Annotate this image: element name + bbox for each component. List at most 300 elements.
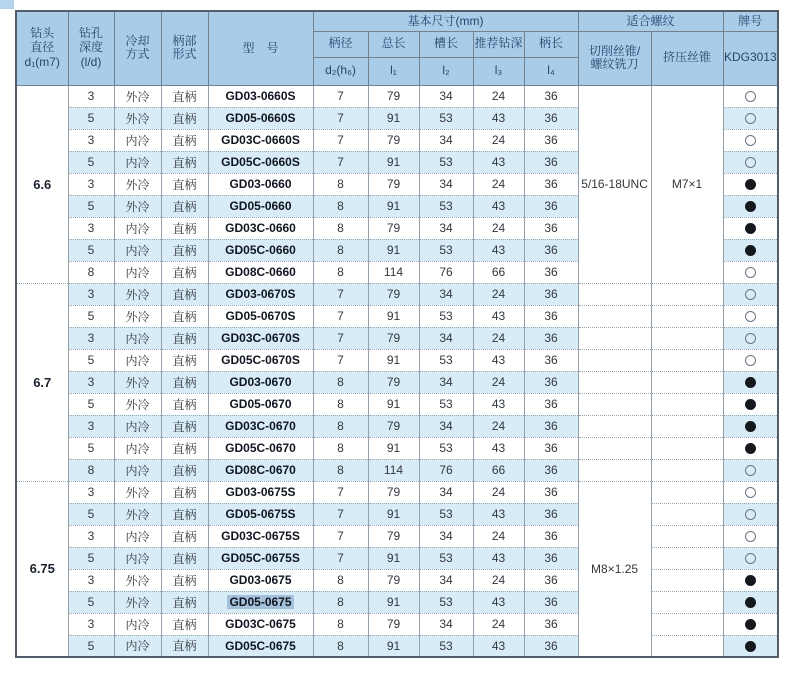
cell-cutting-tap	[578, 349, 651, 371]
cell-shank-type: 直柄	[161, 547, 208, 569]
cell-model: GD05C-0660S	[208, 151, 313, 173]
cell-model: GD03C-0660	[208, 217, 313, 239]
grade-open-icon	[745, 553, 756, 564]
grade-filled-icon	[745, 245, 756, 256]
cell-hole-depth: 5	[68, 547, 114, 569]
cell-shank-type: 直柄	[161, 151, 208, 173]
cell-cooling-method: 内冷	[114, 415, 161, 437]
cell-overall-length: 79	[368, 217, 419, 239]
cell-flute-length: 53	[419, 503, 473, 525]
header-row-1	[16, 11, 778, 31]
table-row	[16, 503, 778, 525]
cell-shank-length: 36	[524, 525, 578, 547]
cell-forming-tap	[651, 283, 723, 305]
cell-forming-tap	[651, 481, 723, 503]
cell-grade	[723, 569, 778, 591]
cell-shank-diameter: 7	[313, 129, 368, 151]
cell-recommended-depth: 43	[473, 635, 524, 657]
cell-recommended-depth: 43	[473, 437, 524, 459]
cell-model	[208, 591, 313, 613]
cell-hole-depth: 5	[68, 107, 114, 129]
cell-overall-length: 91	[368, 503, 419, 525]
cell-shank-type: 直柄	[161, 107, 208, 129]
cell-flute-length: 53	[419, 305, 473, 327]
cell-recommended-depth: 24	[473, 569, 524, 591]
table-row	[16, 459, 778, 481]
cell-cooling-method: 内冷	[114, 151, 161, 173]
cell-flute-length: 34	[419, 327, 473, 349]
cell-forming-tap	[651, 305, 723, 327]
col-symbol-shank-diameter: d₂(h₆)	[313, 57, 368, 85]
cell-hole-depth: 3	[68, 173, 114, 195]
grade-open-icon	[745, 355, 756, 366]
cell-recommended-depth: 66	[473, 261, 524, 283]
cell-cooling-method: 外冷	[114, 371, 161, 393]
cell-grade	[723, 481, 778, 503]
cell-model: GD03-0675S	[208, 481, 313, 503]
table-row	[16, 327, 778, 349]
cell-recommended-depth: 24	[473, 283, 524, 305]
cell-overall-length: 79	[368, 481, 419, 503]
cell-shank-diameter: 8	[313, 437, 368, 459]
col-header-cutting-tap: 切削丝锥/ 螺纹铣刀	[578, 31, 651, 85]
col-header-brand: 牌号	[723, 11, 778, 31]
grade-open-icon	[745, 157, 756, 168]
cell-cooling-method: 外冷	[114, 195, 161, 217]
cell-hole-depth: 5	[68, 437, 114, 459]
grade-filled-icon	[745, 641, 756, 652]
cell-hole-depth: 5	[68, 151, 114, 173]
cell-grade	[723, 393, 778, 415]
cell-overall-length: 79	[368, 525, 419, 547]
cell-hole-depth: 3	[68, 217, 114, 239]
cell-overall-length: 79	[368, 613, 419, 635]
cell-overall-length: 91	[368, 547, 419, 569]
cell-overall-length: 79	[368, 85, 419, 107]
cell-flute-length: 76	[419, 459, 473, 481]
cell-shank-diameter: 7	[313, 283, 368, 305]
grade-filled-icon	[745, 179, 756, 190]
cell-recommended-depth: 43	[473, 393, 524, 415]
cell-overall-length: 91	[368, 635, 419, 657]
cell-flute-length: 53	[419, 195, 473, 217]
cell-shank-length: 36	[524, 613, 578, 635]
grade-open-icon	[745, 487, 756, 498]
cell-shank-type: 直柄	[161, 591, 208, 613]
cell-overall-length: 91	[368, 591, 419, 613]
cell-shank-length: 36	[524, 503, 578, 525]
cell-model: GD03-0670S	[208, 283, 313, 305]
cell-shank-type: 直柄	[161, 217, 208, 239]
grade-open-icon	[745, 465, 756, 476]
cell-model: GD03C-0675	[208, 613, 313, 635]
cell-hole-depth: 3	[68, 481, 114, 503]
cell-shank-diameter: 8	[313, 569, 368, 591]
cell-grade	[723, 261, 778, 283]
cell-hole-depth: 3	[68, 525, 114, 547]
cell-flute-length: 34	[419, 481, 473, 503]
cell-grade	[723, 327, 778, 349]
cell-model: GD05C-0675S	[208, 547, 313, 569]
cell-overall-length: 79	[368, 569, 419, 591]
cell-recommended-depth: 43	[473, 195, 524, 217]
cell-grade	[723, 371, 778, 393]
cell-recommended-depth: 24	[473, 525, 524, 547]
cell-overall-length: 91	[368, 305, 419, 327]
cell-model: GD08C-0660	[208, 261, 313, 283]
cell-grade	[723, 107, 778, 129]
cell-grade	[723, 129, 778, 151]
selected-model-text: GD05-0675	[229, 595, 292, 609]
cell-recommended-depth: 24	[473, 415, 524, 437]
cell-hole-depth: 3	[68, 129, 114, 151]
cell-shank-diameter: 8	[313, 613, 368, 635]
cell-recommended-depth: 24	[473, 481, 524, 503]
cell-flute-length: 34	[419, 173, 473, 195]
table-row	[16, 525, 778, 547]
cell-overall-length: 91	[368, 107, 419, 129]
cell-cooling-method: 内冷	[114, 239, 161, 261]
cell-recommended-depth: 24	[473, 371, 524, 393]
cell-flute-length: 34	[419, 85, 473, 107]
cell-shank-type: 直柄	[161, 437, 208, 459]
cell-shank-diameter: 7	[313, 85, 368, 107]
grade-open-icon	[745, 289, 756, 300]
cell-grade	[723, 195, 778, 217]
cell-model: GD03-0660S	[208, 85, 313, 107]
cell-shank-length: 36	[524, 305, 578, 327]
grade-filled-icon	[745, 421, 756, 432]
cell-cutting-tap	[578, 283, 651, 305]
cell-recommended-depth: 24	[473, 129, 524, 151]
cell-cooling-method: 外冷	[114, 283, 161, 305]
table-row	[16, 415, 778, 437]
cell-cutting-tap	[578, 305, 651, 327]
table-body	[16, 85, 778, 657]
cell-shank-diameter: 8	[313, 239, 368, 261]
cell-shank-length: 36	[524, 371, 578, 393]
grade-open-icon	[745, 333, 756, 344]
cell-shank-length: 36	[524, 283, 578, 305]
cell-recommended-depth: 43	[473, 591, 524, 613]
cell-shank-length: 36	[524, 107, 578, 129]
cell-flute-length: 76	[419, 261, 473, 283]
cell-flute-length: 53	[419, 591, 473, 613]
cell-cutting-tap	[578, 371, 651, 393]
cell-model: GD03-0670	[208, 371, 313, 393]
cell-shank-length: 36	[524, 151, 578, 173]
cell-shank-length: 36	[524, 349, 578, 371]
cell-hole-depth: 5	[68, 591, 114, 613]
cell-cutting-tap	[578, 459, 651, 481]
cell-grade	[723, 239, 778, 261]
grade-open-icon	[745, 311, 756, 322]
col-header-cooling-method: 冷却 方式	[114, 11, 161, 85]
cell-hole-depth: 3	[68, 85, 114, 107]
cell-hole-depth: 5	[68, 635, 114, 657]
cell-model: GD03C-0675S	[208, 525, 313, 547]
cell-overall-length: 91	[368, 437, 419, 459]
cell-shank-diameter: 8	[313, 635, 368, 657]
cell-hole-depth: 5	[68, 195, 114, 217]
col-header-shank-type: 柄部 形式	[161, 11, 208, 85]
cell-cutting-tap: 5/16-18UNC	[578, 85, 651, 283]
cell-model: GD05C-0670S	[208, 349, 313, 371]
cell-recommended-depth: 43	[473, 151, 524, 173]
cell-model: GD05-0675S	[208, 503, 313, 525]
cell-hole-depth: 5	[68, 305, 114, 327]
col-symbol-flute-length: l₂	[419, 57, 473, 85]
grade-filled-icon	[745, 201, 756, 212]
cell-overall-length: 91	[368, 195, 419, 217]
grade-open-icon	[745, 91, 756, 102]
cell-model: GD05-0670S	[208, 305, 313, 327]
table-row	[16, 437, 778, 459]
cell-cooling-method: 内冷	[114, 217, 161, 239]
cell-cooling-method: 内冷	[114, 437, 161, 459]
cell-model: GD05-0660	[208, 195, 313, 217]
grade-filled-icon	[745, 223, 756, 234]
cell-overall-length: 79	[368, 371, 419, 393]
cell-hole-depth: 3	[68, 327, 114, 349]
grade-filled-icon	[745, 575, 756, 586]
cell-shank-length: 36	[524, 635, 578, 657]
table-row	[16, 85, 778, 107]
cell-shank-type: 直柄	[161, 261, 208, 283]
cell-flute-length: 53	[419, 107, 473, 129]
cell-shank-type: 直柄	[161, 349, 208, 371]
cell-cutting-tap	[578, 415, 651, 437]
grade-filled-icon	[745, 399, 756, 410]
cell-shank-type: 直柄	[161, 503, 208, 525]
cell-forming-tap	[651, 547, 723, 569]
col-group-suitable-thread: 适合螺纹	[578, 11, 723, 31]
cell-shank-diameter: 7	[313, 525, 368, 547]
table-row	[16, 305, 778, 327]
cell-model: GD03-0675	[208, 569, 313, 591]
cell-cooling-method: 内冷	[114, 613, 161, 635]
cell-shank-diameter: 7	[313, 151, 368, 173]
cell-shank-length: 36	[524, 195, 578, 217]
cell-shank-diameter: 8	[313, 415, 368, 437]
cell-flute-length: 34	[419, 217, 473, 239]
cell-hole-depth: 3	[68, 283, 114, 305]
table-row	[16, 635, 778, 657]
cell-cooling-method: 外冷	[114, 569, 161, 591]
cell-cooling-method: 外冷	[114, 503, 161, 525]
col-header-shank-length: 柄长	[524, 31, 578, 57]
cell-recommended-depth: 66	[473, 459, 524, 481]
cell-overall-length: 91	[368, 239, 419, 261]
cell-grade	[723, 459, 778, 481]
grade-open-icon	[745, 135, 756, 146]
cell-cooling-method: 内冷	[114, 327, 161, 349]
cell-overall-length: 79	[368, 283, 419, 305]
cell-shank-diameter: 7	[313, 547, 368, 569]
cell-drill-diameter: 6.75	[16, 481, 68, 657]
cell-grade	[723, 613, 778, 635]
cell-grade	[723, 415, 778, 437]
cell-shank-type: 直柄	[161, 525, 208, 547]
cell-flute-length: 53	[419, 393, 473, 415]
cell-recommended-depth: 43	[473, 239, 524, 261]
cell-forming-tap	[651, 525, 723, 547]
cell-shank-length: 36	[524, 459, 578, 481]
col-header-overall-length: 总长	[368, 31, 419, 57]
cell-flute-length: 34	[419, 415, 473, 437]
cell-cooling-method: 内冷	[114, 635, 161, 657]
col-symbol-recommended-depth: l₃	[473, 57, 524, 85]
cell-cutting-tap	[578, 393, 651, 415]
cell-grade	[723, 437, 778, 459]
cell-shank-diameter: 8	[313, 393, 368, 415]
cell-cooling-method: 内冷	[114, 129, 161, 151]
cell-forming-tap	[651, 327, 723, 349]
cell-grade	[723, 151, 778, 173]
grade-open-icon	[745, 531, 756, 542]
cell-overall-length: 79	[368, 327, 419, 349]
cell-cooling-method: 内冷	[114, 525, 161, 547]
cell-shank-diameter: 8	[313, 261, 368, 283]
cell-shank-diameter: 7	[313, 305, 368, 327]
table-row	[16, 591, 778, 613]
table-row	[16, 547, 778, 569]
cell-overall-length: 79	[368, 129, 419, 151]
cell-shank-length: 36	[524, 547, 578, 569]
cell-flute-length: 53	[419, 239, 473, 261]
cell-shank-type: 直柄	[161, 327, 208, 349]
cell-model: GD03C-0670	[208, 415, 313, 437]
cell-hole-depth: 3	[68, 613, 114, 635]
cell-shank-diameter: 8	[313, 195, 368, 217]
cell-shank-length: 36	[524, 569, 578, 591]
cell-forming-tap	[651, 393, 723, 415]
cell-cooling-method: 外冷	[114, 305, 161, 327]
cell-shank-type: 直柄	[161, 415, 208, 437]
cell-grade	[723, 525, 778, 547]
cell-shank-type: 直柄	[161, 129, 208, 151]
cell-cutting-tap	[578, 437, 651, 459]
cell-shank-diameter: 8	[313, 371, 368, 393]
cell-grade	[723, 173, 778, 195]
grade-filled-icon	[745, 443, 756, 454]
table-row	[16, 393, 778, 415]
col-group-basic-dimensions: 基本尺寸(mm)	[313, 11, 578, 31]
cell-cooling-method: 外冷	[114, 107, 161, 129]
cell-cooling-method: 外冷	[114, 393, 161, 415]
cell-shank-length: 36	[524, 437, 578, 459]
cell-forming-tap	[651, 349, 723, 371]
col-header-hole-depth: 钻孔 深度 (l/d)	[68, 11, 114, 85]
cell-overall-length: 114	[368, 261, 419, 283]
cell-grade	[723, 503, 778, 525]
table-row	[16, 481, 778, 503]
cell-cutting-tap: M8×1.25	[578, 481, 651, 657]
cell-flute-length: 34	[419, 613, 473, 635]
cell-recommended-depth: 43	[473, 349, 524, 371]
table-header	[16, 11, 778, 85]
cell-shank-type: 直柄	[161, 305, 208, 327]
cell-drill-diameter: 6.7	[16, 283, 68, 481]
cell-shank-length: 36	[524, 481, 578, 503]
cell-overall-length: 91	[368, 393, 419, 415]
cell-flute-length: 53	[419, 547, 473, 569]
cell-recommended-depth: 24	[473, 327, 524, 349]
cell-shank-type: 直柄	[161, 481, 208, 503]
cell-recommended-depth: 24	[473, 613, 524, 635]
cell-shank-type: 直柄	[161, 173, 208, 195]
cell-flute-length: 34	[419, 525, 473, 547]
cell-forming-tap: M7×1	[651, 85, 723, 283]
cell-shank-diameter: 8	[313, 173, 368, 195]
col-header-shank-diameter: 柄径	[313, 31, 368, 57]
cell-drill-diameter: 6.6	[16, 85, 68, 283]
cell-cooling-method: 外冷	[114, 591, 161, 613]
cell-recommended-depth: 43	[473, 107, 524, 129]
cell-recommended-depth: 24	[473, 173, 524, 195]
cell-shank-diameter: 7	[313, 349, 368, 371]
grade-open-icon	[745, 267, 756, 278]
cell-forming-tap	[651, 459, 723, 481]
cell-forming-tap	[651, 613, 723, 635]
cell-shank-length: 36	[524, 393, 578, 415]
cell-model: GD05-0660S	[208, 107, 313, 129]
cell-shank-type: 直柄	[161, 195, 208, 217]
cell-shank-diameter: 7	[313, 107, 368, 129]
cell-hole-depth: 5	[68, 503, 114, 525]
cell-hole-depth: 5	[68, 239, 114, 261]
cell-shank-length: 36	[524, 85, 578, 107]
cell-shank-type: 直柄	[161, 459, 208, 481]
cell-cooling-method: 外冷	[114, 481, 161, 503]
cell-shank-length: 36	[524, 327, 578, 349]
cell-hole-depth: 3	[68, 415, 114, 437]
cell-shank-length: 36	[524, 591, 578, 613]
cell-overall-length: 79	[368, 415, 419, 437]
grade-open-icon	[745, 113, 756, 124]
cell-shank-diameter: 7	[313, 503, 368, 525]
col-header-model: 型 号	[208, 11, 313, 85]
cell-forming-tap	[651, 371, 723, 393]
cell-grade	[723, 635, 778, 657]
grade-filled-icon	[745, 619, 756, 630]
cell-flute-length: 34	[419, 129, 473, 151]
cell-grade	[723, 547, 778, 569]
cell-grade	[723, 85, 778, 107]
col-header-recommended-depth: 推荐钻深	[473, 31, 524, 57]
cell-model: GD03-0660	[208, 173, 313, 195]
cell-shank-type: 直柄	[161, 393, 208, 415]
cell-recommended-depth: 43	[473, 503, 524, 525]
cell-shank-diameter: 8	[313, 217, 368, 239]
cell-model: GD08C-0670	[208, 459, 313, 481]
cell-shank-type: 直柄	[161, 283, 208, 305]
cell-model: GD05C-0675	[208, 635, 313, 657]
cell-shank-type: 直柄	[161, 371, 208, 393]
cell-cooling-method: 外冷	[114, 173, 161, 195]
col-symbol-overall-length: l₁	[368, 57, 419, 85]
grade-open-icon	[745, 509, 756, 520]
cell-cooling-method: 内冷	[114, 261, 161, 283]
cell-hole-depth: 5	[68, 349, 114, 371]
cell-hole-depth: 3	[68, 569, 114, 591]
cell-shank-length: 36	[524, 173, 578, 195]
cell-flute-length: 53	[419, 151, 473, 173]
cell-cooling-method: 外冷	[114, 85, 161, 107]
cell-forming-tap	[651, 635, 723, 657]
table-row	[16, 371, 778, 393]
cell-shank-diameter: 8	[313, 591, 368, 613]
